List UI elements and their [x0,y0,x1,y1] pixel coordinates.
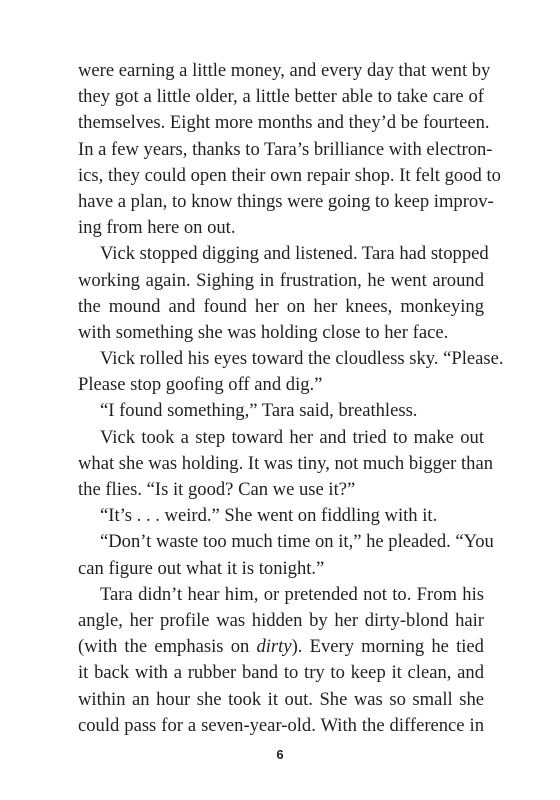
text-line: could pass for a seven-year-old. With the difference in [78,714,484,736]
text-line: Vick stopped digging and listened. Tara had stopped [100,243,489,265]
text-line: Vick took a step toward her and tried to make out [100,426,484,448]
text-line: themselves. Eight more months and they’d be fourteen. [78,112,490,134]
page-number: 6 [276,747,284,762]
emphasis-word: dirty [256,636,292,658]
text-line: it back with a rubber band to try to keep it clean, and [78,662,484,684]
text-line: ics, they could open their own repair shop. It felt good to [78,164,501,186]
text-line: In a few years, thanks to Tara’s brilliance with electron- [78,138,493,160]
text-line: ing from here on out. [78,217,236,239]
text-line: have a plan, to know things were going to keep improv- [78,190,494,212]
text-line: with something she was holding close to her face. [78,321,449,343]
text-line: Vick rolled his eyes toward the cloudless sky. “Please. [100,348,504,370]
text-line: Please stop goofing off and dig.” [78,374,323,396]
text-line: angle, her profile was hidden by her dirty-blond hair [78,609,484,631]
text-line: working again. Sighing in frustration, he went around [78,269,484,291]
text-line: they got a little older, a little better able to take care of [78,86,484,108]
text-line: can figure out what it is tonight.” [78,557,325,579]
text-line: the flies. “Is it good? Can we use it?” [78,479,356,500]
text-line: “It’s . . . weird.” She went on fiddling with it. [100,505,438,527]
body-text [78,58,504,739]
text-line: Tara didn’t hear him, or pretended not to. From his [100,583,484,605]
text-line: what she was holding. It was tiny, not much bigger than [78,452,494,474]
text-line: “I found something,” Tara said, breathless. [100,400,418,422]
text-line: “Don’t waste too much time on it,” he pleaded. “You [100,531,494,553]
text-line: (with the emphasis on dirty). Every morning he tied [78,636,484,658]
text-line: were earning a little money, and every day that went by [78,60,491,81]
text-line: the mound and found her on her knees, monkeying [78,295,484,317]
text-line: within an hour she took it out. She was so small she [78,688,484,710]
